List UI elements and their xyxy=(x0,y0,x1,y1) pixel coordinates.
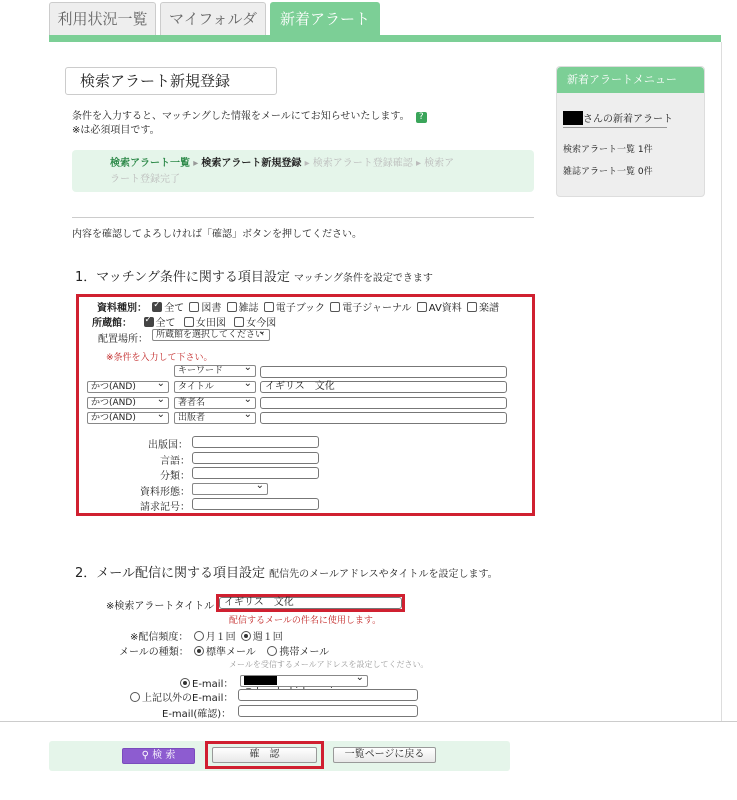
tab-usage[interactable]: 利用状況一覧 xyxy=(49,2,156,35)
title-input[interactable]: イギリス 文化 xyxy=(260,381,507,393)
section2-title: 2．メール配信に関する項目設定 xyxy=(75,566,266,581)
opt: 携帯メール xyxy=(279,647,330,658)
publisher-input[interactable] xyxy=(260,412,507,424)
alert-title-input[interactable]: イギリス 文化 xyxy=(219,597,402,609)
search-label: 検 索 xyxy=(152,750,176,761)
tab-bar xyxy=(49,35,721,42)
class-input[interactable] xyxy=(192,467,319,479)
opt: AV資料 xyxy=(428,303,462,314)
opt: 月１回 xyxy=(205,632,236,643)
keyword-input[interactable] xyxy=(260,366,507,378)
email-confirm-label: E-mail(確認)： xyxy=(162,709,232,720)
freq-label: ※配信頻度： xyxy=(130,632,189,643)
location-select[interactable]: 所蔵館を選択してください ⌄ xyxy=(152,329,270,341)
email-radio[interactable] xyxy=(180,678,190,688)
other-email-radio[interactable] xyxy=(130,692,140,702)
mailtype-label: メールの種類： xyxy=(119,647,189,658)
author-input[interactable] xyxy=(260,397,507,409)
step-done-b: ラート登録完了 xyxy=(110,174,180,185)
tab-myfolder[interactable]: マイフォルダ xyxy=(160,2,266,35)
section1-title: 1．マッチング条件に関する項目設定 xyxy=(75,270,290,285)
email-confirm-input[interactable] xyxy=(238,705,418,717)
search-icon: ⚲ xyxy=(141,750,149,761)
library-all-checkbox[interactable] xyxy=(144,317,154,327)
callno-label: 請求記号： xyxy=(140,502,190,513)
opt: 全て xyxy=(155,318,176,329)
breadcrumb-steps: 検索アラート一覧 ▸ 検索アラート新規登録 ▸ 検索アラート登録確認 ▸ 検索ア ラート登録完了 xyxy=(72,150,534,192)
class-label: 分類： xyxy=(160,471,190,482)
divider xyxy=(72,217,534,218)
confirm-button[interactable]: 確 認 xyxy=(212,747,317,763)
other-email-input[interactable] xyxy=(238,689,418,701)
opt: 週１回 xyxy=(252,632,283,643)
material-label: 資料種別： xyxy=(97,303,147,314)
library-2-checkbox[interactable] xyxy=(234,317,244,327)
email-label: E-mail： xyxy=(192,679,234,690)
alert-title-label: ※検索アラートタイトル xyxy=(106,601,215,612)
material-ebook-checkbox[interactable] xyxy=(264,302,274,312)
field-select-3[interactable]: 著者名 ⌄ xyxy=(174,397,256,409)
opt: 楽譜 xyxy=(478,303,499,314)
redacted-username xyxy=(244,676,277,685)
op-select-3[interactable]: かつ(AND) ⌄ xyxy=(87,397,169,409)
freq-weekly-radio[interactable] xyxy=(241,631,251,641)
step-new: 検索アラート新規登録 xyxy=(201,158,302,169)
callno-input[interactable] xyxy=(192,498,319,510)
email-domain-select[interactable] xyxy=(240,675,368,687)
alert-menu xyxy=(556,66,705,197)
mail-standard-radio[interactable] xyxy=(194,646,204,656)
field-select-1[interactable]: キーワード ⌄ xyxy=(174,365,256,377)
step-done-a: 検索ア xyxy=(424,158,455,169)
menu-alert-list[interactable]: 検索アラート一覧 1件 xyxy=(563,145,653,155)
op-select-2[interactable]: かつ(AND) ⌄ xyxy=(87,381,169,393)
opt: 雑誌 xyxy=(238,303,259,314)
opt: 女田図 xyxy=(195,318,226,329)
required-note: ※は必須項目です。 xyxy=(72,125,160,136)
opt: 全て xyxy=(164,303,185,314)
opt: 電子ジャーナル xyxy=(342,303,412,314)
step-alert-list[interactable]: 検索アラート一覧 xyxy=(110,158,190,169)
library-label: 所蔵館： xyxy=(92,318,132,329)
form-select[interactable] xyxy=(192,483,268,495)
mail-mobile-radio[interactable] xyxy=(267,646,277,656)
footer-separator xyxy=(0,721,737,722)
redacted-user xyxy=(563,111,583,125)
opt: 標準メール xyxy=(206,647,256,658)
material-all-checkbox[interactable] xyxy=(152,302,162,312)
section2-sub: 配信先のメールアドレスやタイトルを設定します。 xyxy=(269,569,498,580)
alert-title-note: 配信するメールの件名に使用します。 xyxy=(229,616,382,626)
field-select-2[interactable]: タイトル ⌄ xyxy=(174,381,256,393)
back-button[interactable]: 一覧ページに戻る xyxy=(333,747,436,763)
lang-label: 言語： xyxy=(160,456,190,467)
material-book-checkbox[interactable] xyxy=(189,302,199,312)
menu-user-label: さんの新着アラート xyxy=(583,114,673,125)
country-label: 出版国： xyxy=(148,440,188,451)
other-email-label: 上記以外のE-mail： xyxy=(142,693,234,704)
help-icon[interactable]: ? xyxy=(416,112,427,123)
material-av-checkbox[interactable] xyxy=(417,302,427,312)
section1-sub: マッチング条件を設定できます xyxy=(293,273,433,284)
material-magazine-checkbox[interactable] xyxy=(227,302,237,312)
field-select-4[interactable]: 出版者 ⌄ xyxy=(174,412,256,424)
confirm-instructions: 内容を確認してよろしければ「確認」ボタンを押してください。 xyxy=(72,229,362,240)
intro-text: 条件を入力すると、マッチングした情報をメールにてお知らせいたします。 xyxy=(72,111,410,122)
library-1-checkbox[interactable] xyxy=(184,317,194,327)
mail-note: メールを受信するメールアドレスを設定してください。 xyxy=(229,660,429,669)
right-divider xyxy=(721,42,722,722)
condition-note: ※条件を入力して下さい。 xyxy=(106,353,213,363)
page-title: 検索アラート新規登録 xyxy=(65,67,277,95)
menu-header: 新着アラートメニュー xyxy=(557,67,704,93)
menu-divider xyxy=(563,127,667,128)
tab-new-alert[interactable]: 新着アラート xyxy=(270,2,380,35)
menu-magazine-list[interactable]: 雑誌アラート一覧 0件 xyxy=(563,167,653,177)
location-label: 配置場所： xyxy=(98,334,148,345)
lang-input[interactable] xyxy=(192,452,319,464)
opt: 女今図 xyxy=(246,318,277,329)
opt: 図書 xyxy=(201,303,222,314)
search-button[interactable] xyxy=(122,748,195,764)
material-ejournal-checkbox[interactable] xyxy=(330,302,340,312)
step-confirm: 検索アラート登録確認 xyxy=(312,158,413,169)
op-select-4[interactable]: かつ(AND) ⌄ xyxy=(87,412,169,424)
freq-monthly-radio[interactable] xyxy=(194,631,204,641)
opt: 電子ブック xyxy=(275,303,326,314)
material-score-checkbox[interactable] xyxy=(467,302,477,312)
country-input[interactable] xyxy=(192,436,319,448)
form-label: 資料形態： xyxy=(140,487,190,498)
